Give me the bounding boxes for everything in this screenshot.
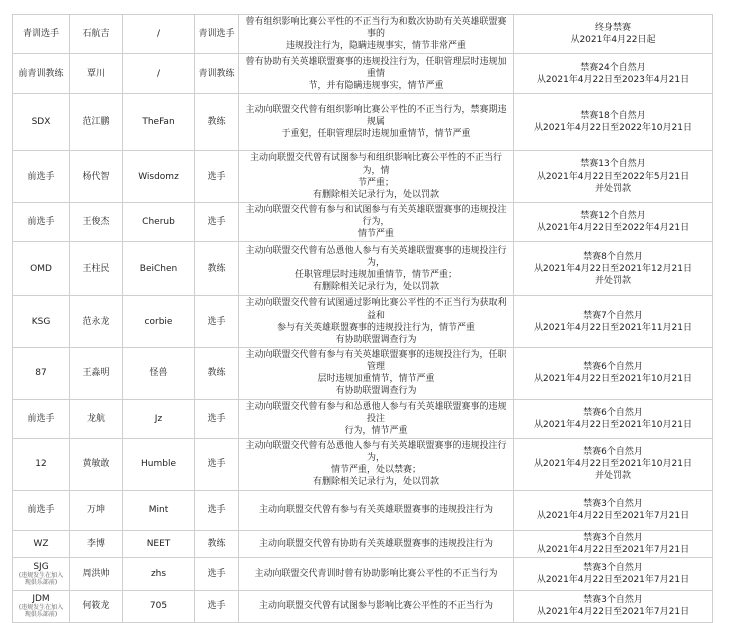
name-cell	[70, 590, 123, 622]
penalty-line: 禁赛6个自然月	[583, 407, 643, 418]
role: 选手	[207, 568, 226, 579]
name-cell	[70, 242, 123, 296]
table-row	[13, 202, 713, 241]
game-id-cell	[123, 438, 195, 490]
team-cell	[13, 399, 70, 438]
violation-line: 主动向联盟交代曾有怂恿他人参与有关英雄联盟赛事的违规投注行为，	[245, 440, 507, 464]
team-name: 前选手	[27, 171, 55, 182]
name-cell	[70, 296, 123, 348]
name-cell	[70, 557, 123, 590]
person-name: 覃川	[86, 68, 105, 79]
team-cell	[13, 530, 70, 557]
role-cell	[195, 296, 239, 348]
sanction-table	[12, 14, 713, 623]
penalty-cell	[514, 202, 713, 241]
violation-line: 有协助联盟调查行为	[335, 334, 417, 345]
game-id-cell	[123, 15, 195, 54]
penalty-cell	[514, 590, 713, 622]
penalty-line: 禁赛3个自然月	[583, 595, 643, 606]
game-id: NEET	[146, 538, 171, 549]
person-name: 王淼明	[82, 368, 110, 379]
role-cell	[195, 54, 239, 94]
penalty-line: 从2021年4月22日至2022年5月21日	[536, 171, 690, 182]
person-name: 何筱龙	[82, 601, 110, 612]
role-cell	[195, 530, 239, 557]
penalty-line: 从2021年4月22日至2021年10月21日	[534, 374, 692, 385]
penalty-line: 从2021年4月22日至2021年7月21日	[536, 607, 690, 618]
violation-line: 参与有关英雄联盟赛事的违规投注行为，情节严重	[276, 322, 475, 333]
penalty-line: 从2021年4月22日至2021年11月21日	[534, 322, 692, 333]
violation-cell	[239, 530, 514, 557]
violation-cell	[239, 242, 514, 296]
team-cell	[13, 54, 70, 94]
game-id: TheFan	[142, 117, 175, 128]
violation-line: 曾有组织影响比赛公平性的不正当行为和数次协助有关英雄联盟赛事的	[245, 17, 507, 40]
violation-line: 有删除相关记录行为，处以罚款	[312, 282, 439, 293]
role: 教练	[207, 263, 226, 274]
table-row	[13, 54, 713, 94]
role: 选手	[207, 217, 226, 228]
person-name: 黄敏敢	[82, 459, 110, 470]
game-id: Mint	[148, 504, 169, 515]
penalty-cell	[514, 438, 713, 490]
violation-cell	[239, 438, 514, 490]
name-cell	[70, 54, 123, 94]
team-name: 前青训教练	[18, 68, 64, 79]
table-row	[13, 557, 713, 590]
penalty-cell	[514, 151, 713, 203]
team-name: 前选手	[27, 217, 55, 228]
game-id-cell	[123, 202, 195, 241]
person-name: 王柱民	[82, 263, 110, 274]
violation-line: 主动向联盟交代曾有参与有关英雄联盟赛事的违规投注行为，任职管理	[245, 349, 507, 373]
team-name: SJG	[33, 561, 49, 572]
penalty-cell	[514, 242, 713, 296]
game-id: /	[156, 29, 161, 40]
role: 青训教练	[198, 68, 235, 79]
table-row	[13, 347, 713, 399]
role-cell	[195, 151, 239, 203]
penalty-line: 从2021年4月22日至2022年10月21日	[534, 123, 692, 134]
role: 选手	[207, 171, 226, 182]
penalty-line: 禁赛13个自然月	[580, 159, 646, 170]
role-cell	[195, 94, 239, 151]
team-cell	[13, 590, 70, 622]
game-id: 705	[149, 601, 168, 612]
person-name: 李博	[86, 538, 105, 549]
role-cell	[195, 399, 239, 438]
penalty-line: 禁赛3个自然月	[583, 532, 643, 543]
table-row	[13, 296, 713, 348]
game-id: zhs	[150, 568, 167, 579]
violation-line: 违规投注行为，隐瞒违规事实，情节非常严重	[285, 41, 466, 52]
violation-cell	[239, 557, 514, 590]
violation-cell	[239, 151, 514, 203]
name-cell	[70, 94, 123, 151]
team-name: WZ	[33, 538, 49, 549]
violation-line: 有删除相关记录行为，处以罚款	[312, 189, 439, 200]
penalty-line: 从2021年4月22日起	[570, 35, 656, 46]
person-name: 王俊杰	[82, 217, 110, 228]
penalty-cell	[514, 530, 713, 557]
penalty-line: 禁赛3个自然月	[583, 562, 643, 573]
violation-line: 主动向联盟交代曾有试图参与和组织影响比赛公平性的不正当行为，情	[249, 153, 502, 176]
violation-line: 于重犯，任职管理层时违规加重情节，情节严重	[281, 129, 471, 140]
team-cell	[13, 296, 70, 348]
team-cell	[13, 202, 70, 241]
game-id: 怪兽	[149, 368, 168, 379]
violation-line: 主动向联盟交代曾有参与和怂恿他人参与有关英雄联盟赛事的违规投注	[245, 401, 507, 424]
sanction-table-body	[13, 15, 713, 623]
penalty-cell	[514, 490, 713, 530]
penalty-line: 禁赛12个自然月	[580, 211, 646, 222]
violation-cell	[239, 15, 514, 54]
penalty-cell	[514, 347, 713, 399]
role: 教练	[207, 368, 226, 379]
role-cell	[195, 202, 239, 241]
name-cell	[70, 490, 123, 530]
penalty-line: 禁赛6个自然月	[583, 362, 643, 373]
game-id-cell	[123, 490, 195, 530]
penalty-cell	[514, 94, 713, 151]
person-name: 范江鹏	[82, 117, 110, 128]
violation-line: 主动向联盟交代曾有组织影响比赛公平性的不正当行为，禁赛期违规属	[245, 105, 507, 128]
name-cell	[70, 438, 123, 490]
name-cell	[70, 530, 123, 557]
game-id-cell	[123, 151, 195, 203]
name-cell	[70, 15, 123, 54]
team-cell	[13, 242, 70, 296]
role-cell	[195, 438, 239, 490]
violation-line: 任职管理层时违规加重情节，情节严重；	[294, 269, 457, 280]
role: 选手	[207, 504, 226, 515]
violation-line: 行为，情节严重	[344, 425, 408, 436]
team-cell	[13, 557, 70, 590]
violation-line: 主动向联盟交代曾有怂恿他人参与有关英雄联盟赛事的违规投注行为，	[245, 245, 507, 268]
table-row	[13, 530, 713, 557]
violation-line: 节严重；	[357, 177, 394, 188]
role-cell	[195, 15, 239, 54]
penalty-line: 从2021年4月22日至2021年7月21日	[536, 511, 690, 522]
table-row	[13, 94, 713, 151]
team-name: 前选手	[27, 504, 55, 515]
person-name: 杨代智	[82, 171, 110, 182]
game-id-cell	[123, 530, 195, 557]
penalty-cell	[514, 296, 713, 348]
team-name: 前选手	[27, 413, 55, 424]
role: 青训选手	[198, 29, 235, 40]
penalty-cell	[514, 54, 713, 94]
team-note: (违规发生在加入现俱乐部前)	[18, 604, 64, 619]
game-id-cell	[123, 94, 195, 151]
role-cell	[195, 242, 239, 296]
person-name: 龙航	[86, 413, 105, 424]
violation-line: 情节严重，处以禁赛；	[330, 465, 421, 476]
violation-line: 主动向联盟交代曾有参与和试图参与有关英雄联盟赛事的违规投注行为，	[245, 204, 507, 228]
penalty-line: 从2021年4月22日至2021年10月21日	[534, 459, 692, 470]
penalty-line: 从2021年4月22日至2021年10月21日	[534, 419, 692, 430]
table-row	[13, 15, 713, 54]
team-cell	[13, 438, 70, 490]
game-id: Jz	[154, 413, 163, 424]
game-id-cell	[123, 557, 195, 590]
role-cell	[195, 347, 239, 399]
violation-line: 有协助联盟调查行为	[335, 386, 417, 397]
team-cell	[13, 490, 70, 530]
role: 选手	[207, 601, 226, 612]
team-name: KSG	[31, 316, 51, 327]
penalty-line: 禁赛7个自然月	[583, 310, 643, 321]
person-name: 周洪帅	[82, 568, 110, 579]
role-cell	[195, 557, 239, 590]
penalty-line: 从2021年4月22日至2021年12月21日	[534, 263, 692, 274]
game-id: BeiChen	[139, 263, 178, 274]
game-id: corbie	[144, 316, 173, 327]
violation-cell	[239, 202, 514, 241]
violation-cell	[239, 590, 514, 622]
penalty-line: 禁赛3个自然月	[583, 498, 643, 509]
team-cell	[13, 151, 70, 203]
team-cell	[13, 94, 70, 151]
game-id-cell	[123, 242, 195, 296]
violation-line: 情节严重	[357, 229, 394, 240]
role: 教练	[207, 538, 226, 549]
game-id-cell	[123, 590, 195, 622]
game-id-cell	[123, 399, 195, 438]
penalty-line: 禁赛18个自然月	[580, 111, 646, 122]
role: 选手	[207, 316, 226, 327]
violation-cell	[239, 296, 514, 348]
team-note: (违规发生在加入现俱乐部前)	[18, 571, 64, 586]
table-row	[13, 399, 713, 438]
name-cell	[70, 399, 123, 438]
game-id: /	[156, 68, 161, 79]
team-name: OMD	[30, 263, 52, 274]
violation-line: 曾有协助有关英雄联盟赛事的违规投注行为，任职管理层时违规加重情	[245, 56, 507, 79]
team-cell	[13, 347, 70, 399]
penalty-line: 并处罚款	[594, 183, 631, 194]
person-name: 范永龙	[82, 316, 110, 327]
penalty-line: 禁赛24个自然月	[580, 62, 646, 73]
person-name: 万坤	[86, 504, 105, 515]
violation-line: 节，并有隐瞒违规事实，情节严重	[308, 80, 444, 91]
violation-line: 有删除相关记录行为，处以罚款	[312, 477, 439, 488]
role: 选手	[207, 459, 226, 470]
role-cell	[195, 490, 239, 530]
violation-cell	[239, 399, 514, 438]
violation-cell	[239, 490, 514, 530]
violation-line: 主动向联盟交代曾有试图参与影响比赛公平性的不正当行为	[258, 601, 493, 612]
violation-cell	[239, 54, 514, 94]
game-id-cell	[123, 347, 195, 399]
team-name: SDX	[31, 117, 51, 128]
penalty-line: 从2021年4月22日至2021年7月21日	[536, 574, 690, 585]
violation-cell	[239, 347, 514, 399]
name-cell	[70, 347, 123, 399]
game-id: Humble	[141, 459, 176, 470]
name-cell	[70, 202, 123, 241]
game-id: Wisdomz	[138, 171, 179, 182]
role: 选手	[207, 413, 226, 424]
table-row	[13, 490, 713, 530]
team-name: 87	[35, 368, 47, 379]
violation-line: 主动向联盟交代青训时曾有协助影响比赛公平性的不正当行为	[254, 568, 498, 579]
table-row	[13, 242, 713, 296]
penalty-line: 禁赛6个自然月	[583, 447, 643, 458]
penalty-cell	[514, 399, 713, 438]
team-name: 12	[35, 459, 47, 470]
person-name: 石航吉	[82, 29, 110, 40]
table-row	[13, 590, 713, 622]
role: 教练	[207, 117, 226, 128]
penalty-line: 并处罚款	[594, 471, 631, 482]
penalty-line: 终身禁赛	[594, 23, 631, 34]
penalty-line: 从2021年4月22日至2021年7月21日	[536, 544, 690, 555]
game-id-cell	[123, 54, 195, 94]
violation-cell	[239, 94, 514, 151]
violation-line: 主动向联盟交代曾有参与有关英雄联盟赛事的违规投注行为	[258, 504, 493, 515]
role-cell	[195, 590, 239, 622]
penalty-line: 并处罚款	[594, 275, 631, 286]
violation-line: 主动向联盟交代曾有试图通过影响比赛公平性的不正当行为获取利益和	[245, 298, 507, 321]
penalty-line: 禁赛8个自然月	[583, 251, 643, 262]
penalty-line: 从2021年4月22日至2022年4月21日	[536, 223, 690, 234]
name-cell	[70, 151, 123, 203]
game-id-cell	[123, 296, 195, 348]
team-name: 青训选手	[22, 29, 59, 40]
table-row	[13, 438, 713, 490]
penalty-cell	[514, 15, 713, 54]
game-id: Cherub	[142, 217, 175, 228]
penalty-line: 从2021年4月22日至2023年4月21日	[536, 74, 690, 85]
team-name: JDM	[32, 594, 50, 605]
violation-line: 层时违规加重情节，情节严重	[317, 374, 435, 385]
penalty-cell	[514, 557, 713, 590]
table-row	[13, 151, 713, 203]
team-cell	[13, 15, 70, 54]
violation-line: 主动向联盟交代曾有协助有关英雄联盟赛事的违规投注行为	[258, 538, 493, 549]
